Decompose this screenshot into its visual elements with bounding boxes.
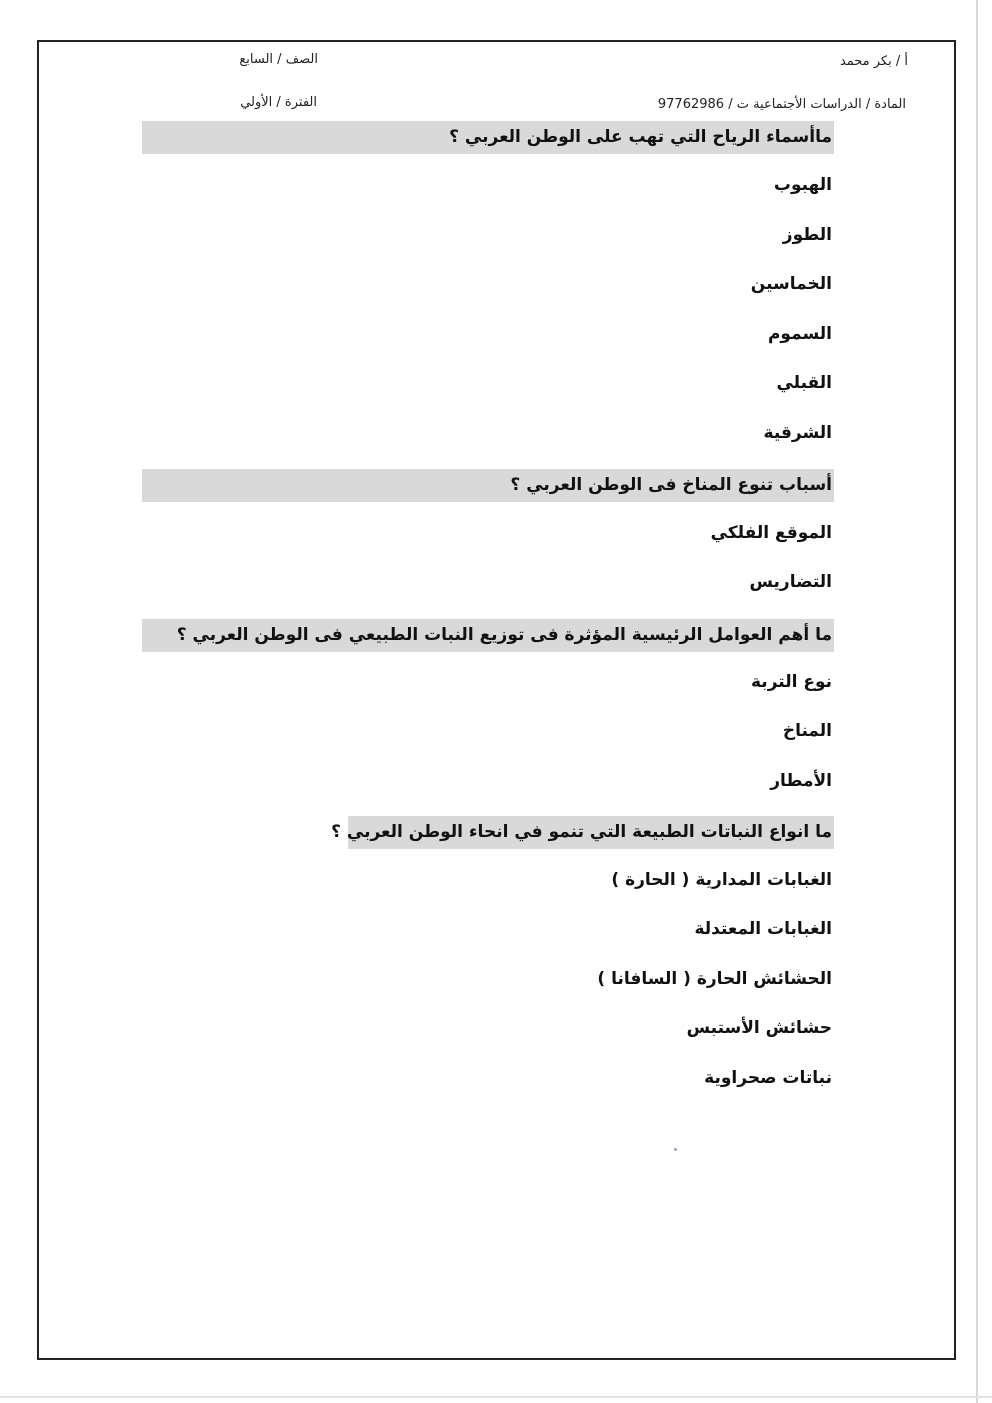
question-text: ما انواع النباتات الطبيعة التي تنمو في انحاء الوطن العربي ؟ [331, 822, 832, 842]
page-edge-right [976, 0, 978, 1403]
scan-speck [674, 1148, 677, 1151]
answer-item: السموم [767, 324, 832, 344]
answer-item: الغبابات المعتدلة [694, 919, 832, 939]
answer-item: القبلي [776, 373, 832, 393]
answer-item: الشرقية [763, 423, 832, 443]
answer-item: الغبابات المدارية ( الحارة ) [611, 870, 832, 890]
page-edge-bottom [0, 1396, 992, 1398]
answer-item: الموقع الفلكي [710, 523, 832, 543]
answer-item: المناخ [782, 721, 832, 741]
answer-item: الخماسين [750, 274, 832, 294]
answer-item: نوع التربة [751, 672, 832, 692]
question-text: ماأسماء الرياح التي تهب على الوطن العربي ؟ [449, 127, 832, 147]
question-climate-causes [142, 469, 834, 502]
answer-item: الهبوب [773, 175, 832, 195]
answer-item: الطوز [782, 225, 832, 245]
question-text: أسباب تنوع المناخ فى الوطن العربي ؟ [510, 475, 832, 495]
teacher-name: أ / بكر محمد [839, 54, 908, 69]
question-vegetation-types [331, 816, 834, 849]
subject-phone: المادة / الدراسات الأجتماعية ت / 97762986 [657, 97, 906, 112]
answer-item: التضاريس [749, 572, 832, 592]
question-text: ما أهم العوامل الرئيسية المؤثرة فى توزيع النبات الطبيعي فى الوطن العربي ؟ [176, 625, 832, 645]
answer-item: الحشائش الحارة ( السافانا ) [597, 969, 832, 989]
term-label: الفترة / الأولي [240, 95, 317, 110]
answer-item: الأمطار [770, 771, 832, 791]
answer-item: نباتات صحراوية [704, 1068, 832, 1088]
question-vegetation-factors [142, 619, 834, 652]
answer-item: حشائش الأستبس [686, 1018, 832, 1038]
question-wind-names [142, 121, 834, 154]
grade-label: الصف / السابع [239, 52, 318, 67]
